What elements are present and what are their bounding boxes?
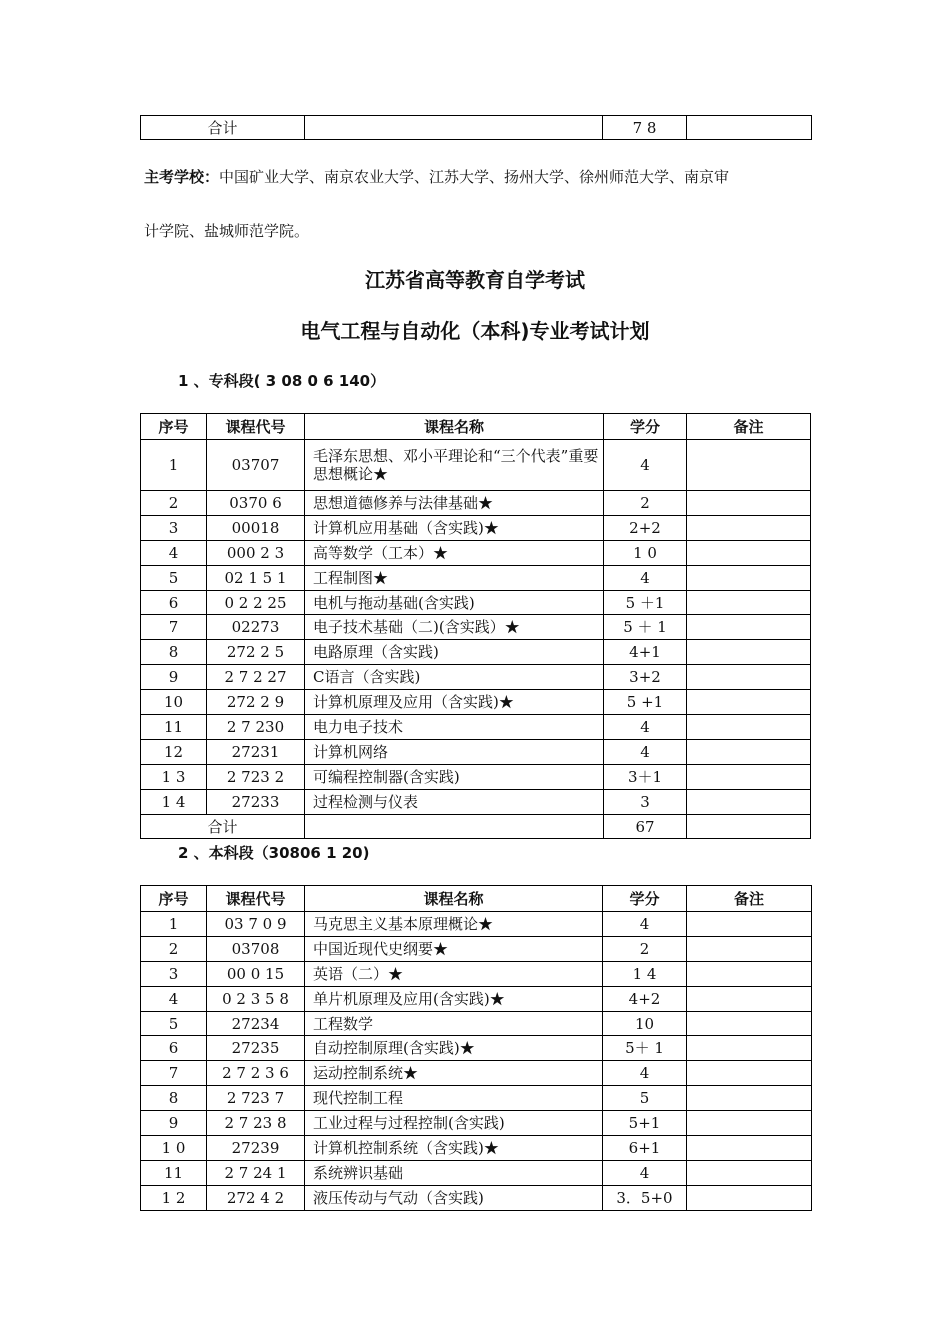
schools-label: 主考学校：: [144, 168, 220, 186]
course-code: 000 2 3: [207, 540, 305, 565]
course-code: 272 2 5: [207, 640, 305, 665]
header-no: 序号: [141, 886, 207, 912]
table-row: [141, 936, 812, 961]
course-credits: 5+1: [603, 1111, 687, 1136]
course-note: [687, 440, 811, 491]
table-row: [141, 491, 811, 516]
row-number: 11: [141, 1160, 207, 1185]
row-number: 8: [141, 1086, 207, 1111]
row-number: 4: [141, 540, 207, 565]
course-note: [687, 515, 811, 540]
course-credits: 5 ＋ 1: [604, 615, 687, 640]
table-row: [141, 540, 811, 565]
course-name: 可编程控制器(含实践): [305, 764, 604, 789]
row-number: 9: [141, 1111, 207, 1136]
course-code: 2 7 2 27: [207, 665, 305, 690]
header-code: 课程代号: [207, 886, 305, 912]
course-credits: 4: [603, 912, 687, 937]
table-row: [141, 690, 811, 715]
header-row: [141, 886, 812, 912]
table-row: [141, 961, 812, 986]
course-code: 27234: [207, 1011, 305, 1036]
course-code: 2 723 7: [207, 1086, 305, 1111]
table-row: [141, 1011, 812, 1036]
section-1-table: [140, 413, 811, 839]
course-name: 计算机原理及应用（含实践)★: [305, 690, 604, 715]
course-credits: 5: [603, 1086, 687, 1111]
table-row: [141, 912, 812, 937]
course-name: 单片机原理及应用(含实践)★: [305, 986, 603, 1011]
course-name: 英语（二）★: [305, 961, 603, 986]
row-number: 7: [141, 1061, 207, 1086]
total-credits: 67: [604, 814, 687, 839]
total-row: [141, 814, 811, 839]
course-credits: 6+1: [603, 1136, 687, 1161]
row-number: 1 0: [141, 1136, 207, 1161]
row-number: 1: [141, 912, 207, 937]
course-note: [687, 1111, 812, 1136]
schools-line-1: [144, 168, 816, 186]
course-name: 思想道德修养与法律基础★: [305, 491, 604, 516]
table-row: [141, 1036, 812, 1061]
course-name: 计算机控制系统（含实践)★: [305, 1136, 603, 1161]
course-name: 电机与拖动基础(含实践): [305, 590, 604, 615]
course-credits: 5 ＋1: [604, 590, 687, 615]
course-note: [687, 912, 812, 937]
table-row: [141, 715, 811, 740]
row-number: 1: [141, 440, 207, 491]
row-number: 9: [141, 665, 207, 690]
previous-total-table: [140, 115, 812, 140]
page-subtitle: 电气工程与自动化（本科)专业考试计划: [300, 319, 650, 343]
course-code: 0370 6: [207, 491, 305, 516]
table-row: [141, 1136, 812, 1161]
course-name: 运动控制系统★: [305, 1061, 603, 1086]
course-credits: 3+2: [604, 665, 687, 690]
table-row: [141, 440, 811, 491]
course-note: [687, 540, 811, 565]
course-credits: 1 4: [603, 961, 687, 986]
course-code: 2 723 2: [207, 764, 305, 789]
course-name: 电路原理（含实践): [305, 640, 604, 665]
table-row: [141, 515, 811, 540]
course-note: [687, 764, 811, 789]
row-number: 3: [141, 961, 207, 986]
total-row: [141, 116, 812, 140]
course-note: [687, 1061, 812, 1086]
course-name: 计算机网络: [305, 739, 604, 764]
course-credits: 3．5+0: [603, 1185, 687, 1210]
schools-text-1: 中国矿业大学、南京农业大学、江苏大学、扬州大学、徐州师范大学、南京审: [219, 168, 730, 186]
course-code: 03 7 0 9: [207, 912, 305, 937]
course-note: [687, 1086, 812, 1111]
course-code: 2 7 230: [207, 715, 305, 740]
course-code: 27231: [207, 739, 305, 764]
course-credits: 5＋ 1: [603, 1036, 687, 1061]
row-number: 1 4: [141, 789, 207, 814]
table-row: [141, 590, 811, 615]
course-name: 系统辨识基础: [305, 1160, 603, 1185]
row-number: 6: [141, 1036, 207, 1061]
course-code: 2 7 2 3 6: [207, 1061, 305, 1086]
course-note: [687, 986, 812, 1011]
course-credits: 5 +1: [604, 690, 687, 715]
row-number: 5: [141, 565, 207, 590]
course-name: 电子技术基础（二)(含实践）★: [305, 615, 604, 640]
table-row: [141, 739, 811, 764]
row-number: 2: [141, 936, 207, 961]
course-code: 00 0 15: [207, 961, 305, 986]
course-credits: 4+2: [603, 986, 687, 1011]
course-code: 2 7 24 1: [207, 1160, 305, 1185]
course-name: 中国近现代史纲要★: [305, 936, 603, 961]
course-credits: 3＋1: [604, 764, 687, 789]
total-label: 合计: [141, 814, 305, 839]
course-name: 自动控制原理(含实践)★: [305, 1036, 603, 1061]
row-number: 2: [141, 491, 207, 516]
row-number: 4: [141, 986, 207, 1011]
row-number: 12: [141, 739, 207, 764]
course-name: C语言（含实践): [305, 665, 604, 690]
total-note: [687, 814, 811, 839]
table-row: [141, 565, 811, 590]
course-name: 毛泽东思想、邓小平理论和“三个代表”重要思想概论★: [305, 440, 604, 491]
header-name: 课程名称: [305, 414, 604, 440]
course-note: [687, 1036, 812, 1061]
course-credits: 1 0: [604, 540, 687, 565]
course-credits: 4: [603, 1061, 687, 1086]
course-code: 02 1 5 1: [207, 565, 305, 590]
section-2-heading: 2 、本科段（30806 1 20): [178, 844, 370, 862]
header-no: 序号: [141, 414, 207, 440]
course-note: [687, 936, 812, 961]
header-credits: 学分: [603, 886, 687, 912]
header-name: 课程名称: [305, 886, 603, 912]
course-code: 02273: [207, 615, 305, 640]
course-note: [687, 665, 811, 690]
row-number: 1 2: [141, 1185, 207, 1210]
course-code: 03707: [207, 440, 305, 491]
course-code: 0 2 3 5 8: [207, 986, 305, 1011]
row-number: 5: [141, 1011, 207, 1036]
header-row: [141, 414, 811, 440]
table-row: [141, 640, 811, 665]
course-code: 27235: [207, 1036, 305, 1061]
table-row: [141, 1061, 812, 1086]
table-row: [141, 1086, 812, 1111]
course-note: [687, 739, 811, 764]
course-credits: 4: [604, 739, 687, 764]
section-1-heading: 1 、专科段( 3 08 0 6 140）: [178, 372, 386, 390]
course-note: [687, 565, 811, 590]
row-number: 1 3: [141, 764, 207, 789]
course-name: 高等数学（工本）★: [305, 540, 604, 565]
total-name: [305, 814, 604, 839]
table-row: [141, 615, 811, 640]
course-code: 00018: [207, 515, 305, 540]
course-name: 工程数学: [305, 1011, 603, 1036]
course-note: [687, 961, 812, 986]
course-name: 马克思主义基本原理概论★: [305, 912, 603, 937]
header-note: 备注: [687, 886, 812, 912]
row-number: 8: [141, 640, 207, 665]
course-note: [687, 690, 811, 715]
row-number: 6: [141, 590, 207, 615]
schools-text-2: 计学院、盐城师范学院。: [144, 222, 310, 240]
course-code: 03708: [207, 936, 305, 961]
course-name: 电力电子技术: [305, 715, 604, 740]
row-number: 7: [141, 615, 207, 640]
table-row: [141, 665, 811, 690]
course-note: [687, 1011, 812, 1036]
header-credits: 学分: [604, 414, 687, 440]
table-row: [141, 1185, 812, 1210]
course-note: [687, 715, 811, 740]
header-code: 课程代号: [207, 414, 305, 440]
course-name: 过程检测与仪表: [305, 789, 604, 814]
total-note: [687, 116, 812, 140]
course-note: [687, 491, 811, 516]
course-note: [687, 590, 811, 615]
table-row: [141, 764, 811, 789]
course-code: 27239: [207, 1136, 305, 1161]
course-credits: 3: [604, 789, 687, 814]
course-credits: 10: [603, 1011, 687, 1036]
course-name: 液压传动与气动（含实践): [305, 1185, 603, 1210]
row-number: 10: [141, 690, 207, 715]
course-credits: 4: [603, 1160, 687, 1185]
course-code: 272 4 2: [207, 1185, 305, 1210]
course-credits: 2: [603, 936, 687, 961]
header-note: 备注: [687, 414, 811, 440]
total-name: [305, 116, 603, 140]
row-number: 3: [141, 515, 207, 540]
course-code: 27233: [207, 789, 305, 814]
course-credits: 4+1: [604, 640, 687, 665]
course-name: 工程制图★: [305, 565, 604, 590]
page-title: 江苏省高等教育自学考试: [365, 268, 585, 292]
table-row: [141, 1111, 812, 1136]
course-note: [687, 1185, 812, 1210]
total-label: 合计: [141, 116, 305, 140]
total-credits: 7 8: [603, 116, 687, 140]
table-row: [141, 1160, 812, 1185]
table-row: [141, 986, 812, 1011]
course-name: 现代控制工程: [305, 1086, 603, 1111]
course-code: 0 2 2 25: [207, 590, 305, 615]
course-note: [687, 640, 811, 665]
course-code: 2 7 23 8: [207, 1111, 305, 1136]
course-code: 272 2 9: [207, 690, 305, 715]
course-credits: 2: [604, 491, 687, 516]
course-note: [687, 615, 811, 640]
course-note: [687, 789, 811, 814]
course-name: 工业过程与过程控制(含实践): [305, 1111, 603, 1136]
row-number: 11: [141, 715, 207, 740]
section-2-table: [140, 885, 812, 1211]
table-row: [141, 789, 811, 814]
course-name: 计算机应用基础（含实践)★: [305, 515, 604, 540]
course-note: [687, 1136, 812, 1161]
course-credits: 2+2: [604, 515, 687, 540]
course-note: [687, 1160, 812, 1185]
course-credits: 4: [604, 565, 687, 590]
course-credits: 4: [604, 440, 687, 491]
course-credits: 4: [604, 715, 687, 740]
